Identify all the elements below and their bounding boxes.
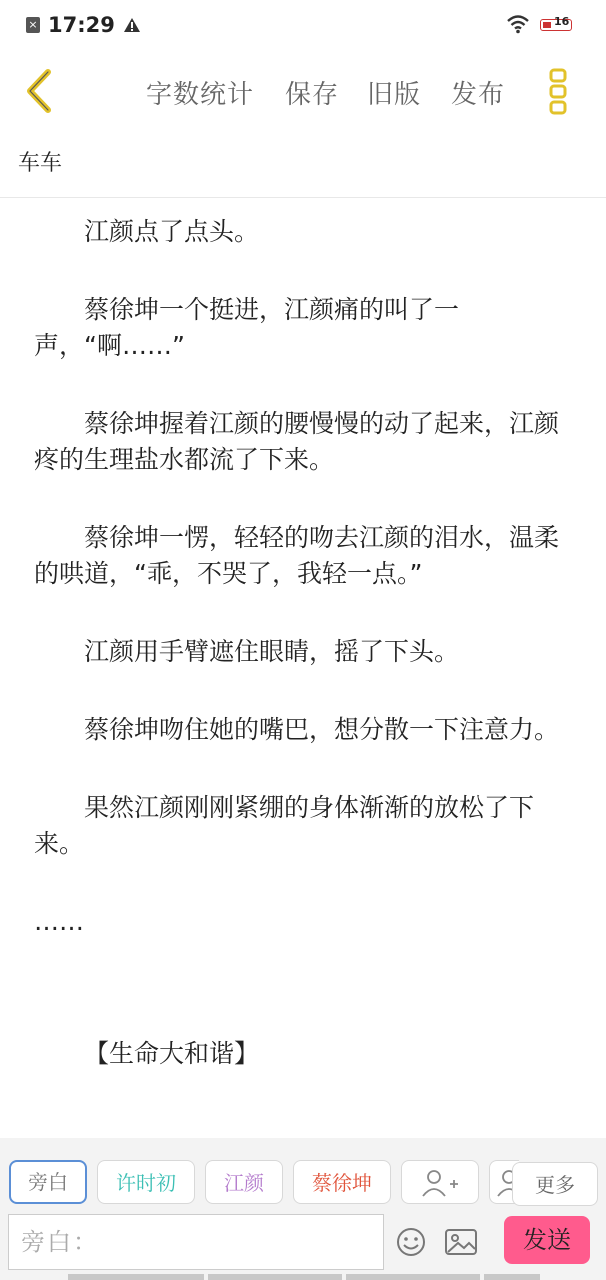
- word-count-button[interactable]: 字数统计: [146, 80, 255, 110]
- nav-bar-segment: [68, 1274, 204, 1280]
- character-chip-jiangyan[interactable]: [205, 1160, 283, 1204]
- character-name: 江颜: [224, 1171, 264, 1195]
- save-button[interactable]: 保存: [285, 80, 340, 110]
- story-paragraph: 蔡徐坤吻住她的嘴巴，想分散一下注意力。: [84, 715, 560, 744]
- toolbar: [0, 56, 606, 128]
- notification-icon: ×: [26, 17, 40, 33]
- status-time: 17:29: [48, 13, 115, 37]
- character-name: 许时初: [116, 1171, 176, 1195]
- add-character-icon: [420, 1168, 460, 1198]
- emoji-icon[interactable]: [395, 1226, 427, 1258]
- nav-bar-segment: [208, 1274, 342, 1280]
- story-ellipsis: ……: [34, 907, 84, 936]
- publish-button[interactable]: 发布: [451, 80, 506, 110]
- battery-icon: [540, 15, 576, 33]
- character-chip-narrator[interactable]: [9, 1160, 87, 1204]
- old-version-button[interactable]: 旧版: [367, 80, 422, 110]
- story-paragraph: 江颜用手臂遮住眼睛，摇了下头。: [84, 637, 460, 666]
- alert-icon: [123, 17, 141, 33]
- add-character-button[interactable]: [401, 1160, 479, 1204]
- story-paragraph: 蔡徐坤一愣，轻轻的吻去江颜的泪水，温柔的哄道，“乖，不哭了，我轻一点。”: [34, 523, 560, 588]
- story-paragraph: 蔡徐坤握着江颜的腰慢慢的动了起来，江颜疼的生理盐水都流了下来。: [34, 409, 560, 474]
- image-icon[interactable]: [444, 1227, 478, 1257]
- character-chip-caixukun[interactable]: [293, 1160, 391, 1204]
- more-icon[interactable]: [549, 68, 567, 116]
- character-chip-xushichu[interactable]: [97, 1160, 195, 1204]
- divider: [0, 197, 606, 198]
- wifi-icon: [506, 14, 530, 34]
- character-name: 旁白: [28, 1170, 68, 1194]
- battery-level: 16: [554, 15, 570, 28]
- character-name: 蔡徐坤: [312, 1171, 372, 1195]
- status-bar: [0, 0, 606, 56]
- story-paragraph: 果然江颜刚刚紧绷的身体渐渐的放松了下来。: [34, 793, 535, 858]
- story-closing: 【生命大和谐】: [84, 1039, 260, 1068]
- send-button[interactable]: 发送: [504, 1216, 590, 1264]
- nav-bar-segment: [346, 1274, 480, 1280]
- dialogue-input[interactable]: 旁白：: [8, 1214, 384, 1270]
- back-icon[interactable]: [20, 68, 60, 114]
- more-characters-button[interactable]: 更多: [512, 1162, 598, 1206]
- story-content[interactable]: [34, 214, 574, 1072]
- chapter-title[interactable]: 车车: [18, 151, 63, 176]
- character-panel: [0, 1138, 606, 1280]
- nav-bar-segment: [484, 1274, 540, 1280]
- story-paragraph: 蔡徐坤一个挺进，江颜痛的叫了一声，“啊……”: [34, 295, 460, 360]
- story-paragraph: 江颜点了点头。: [84, 217, 260, 246]
